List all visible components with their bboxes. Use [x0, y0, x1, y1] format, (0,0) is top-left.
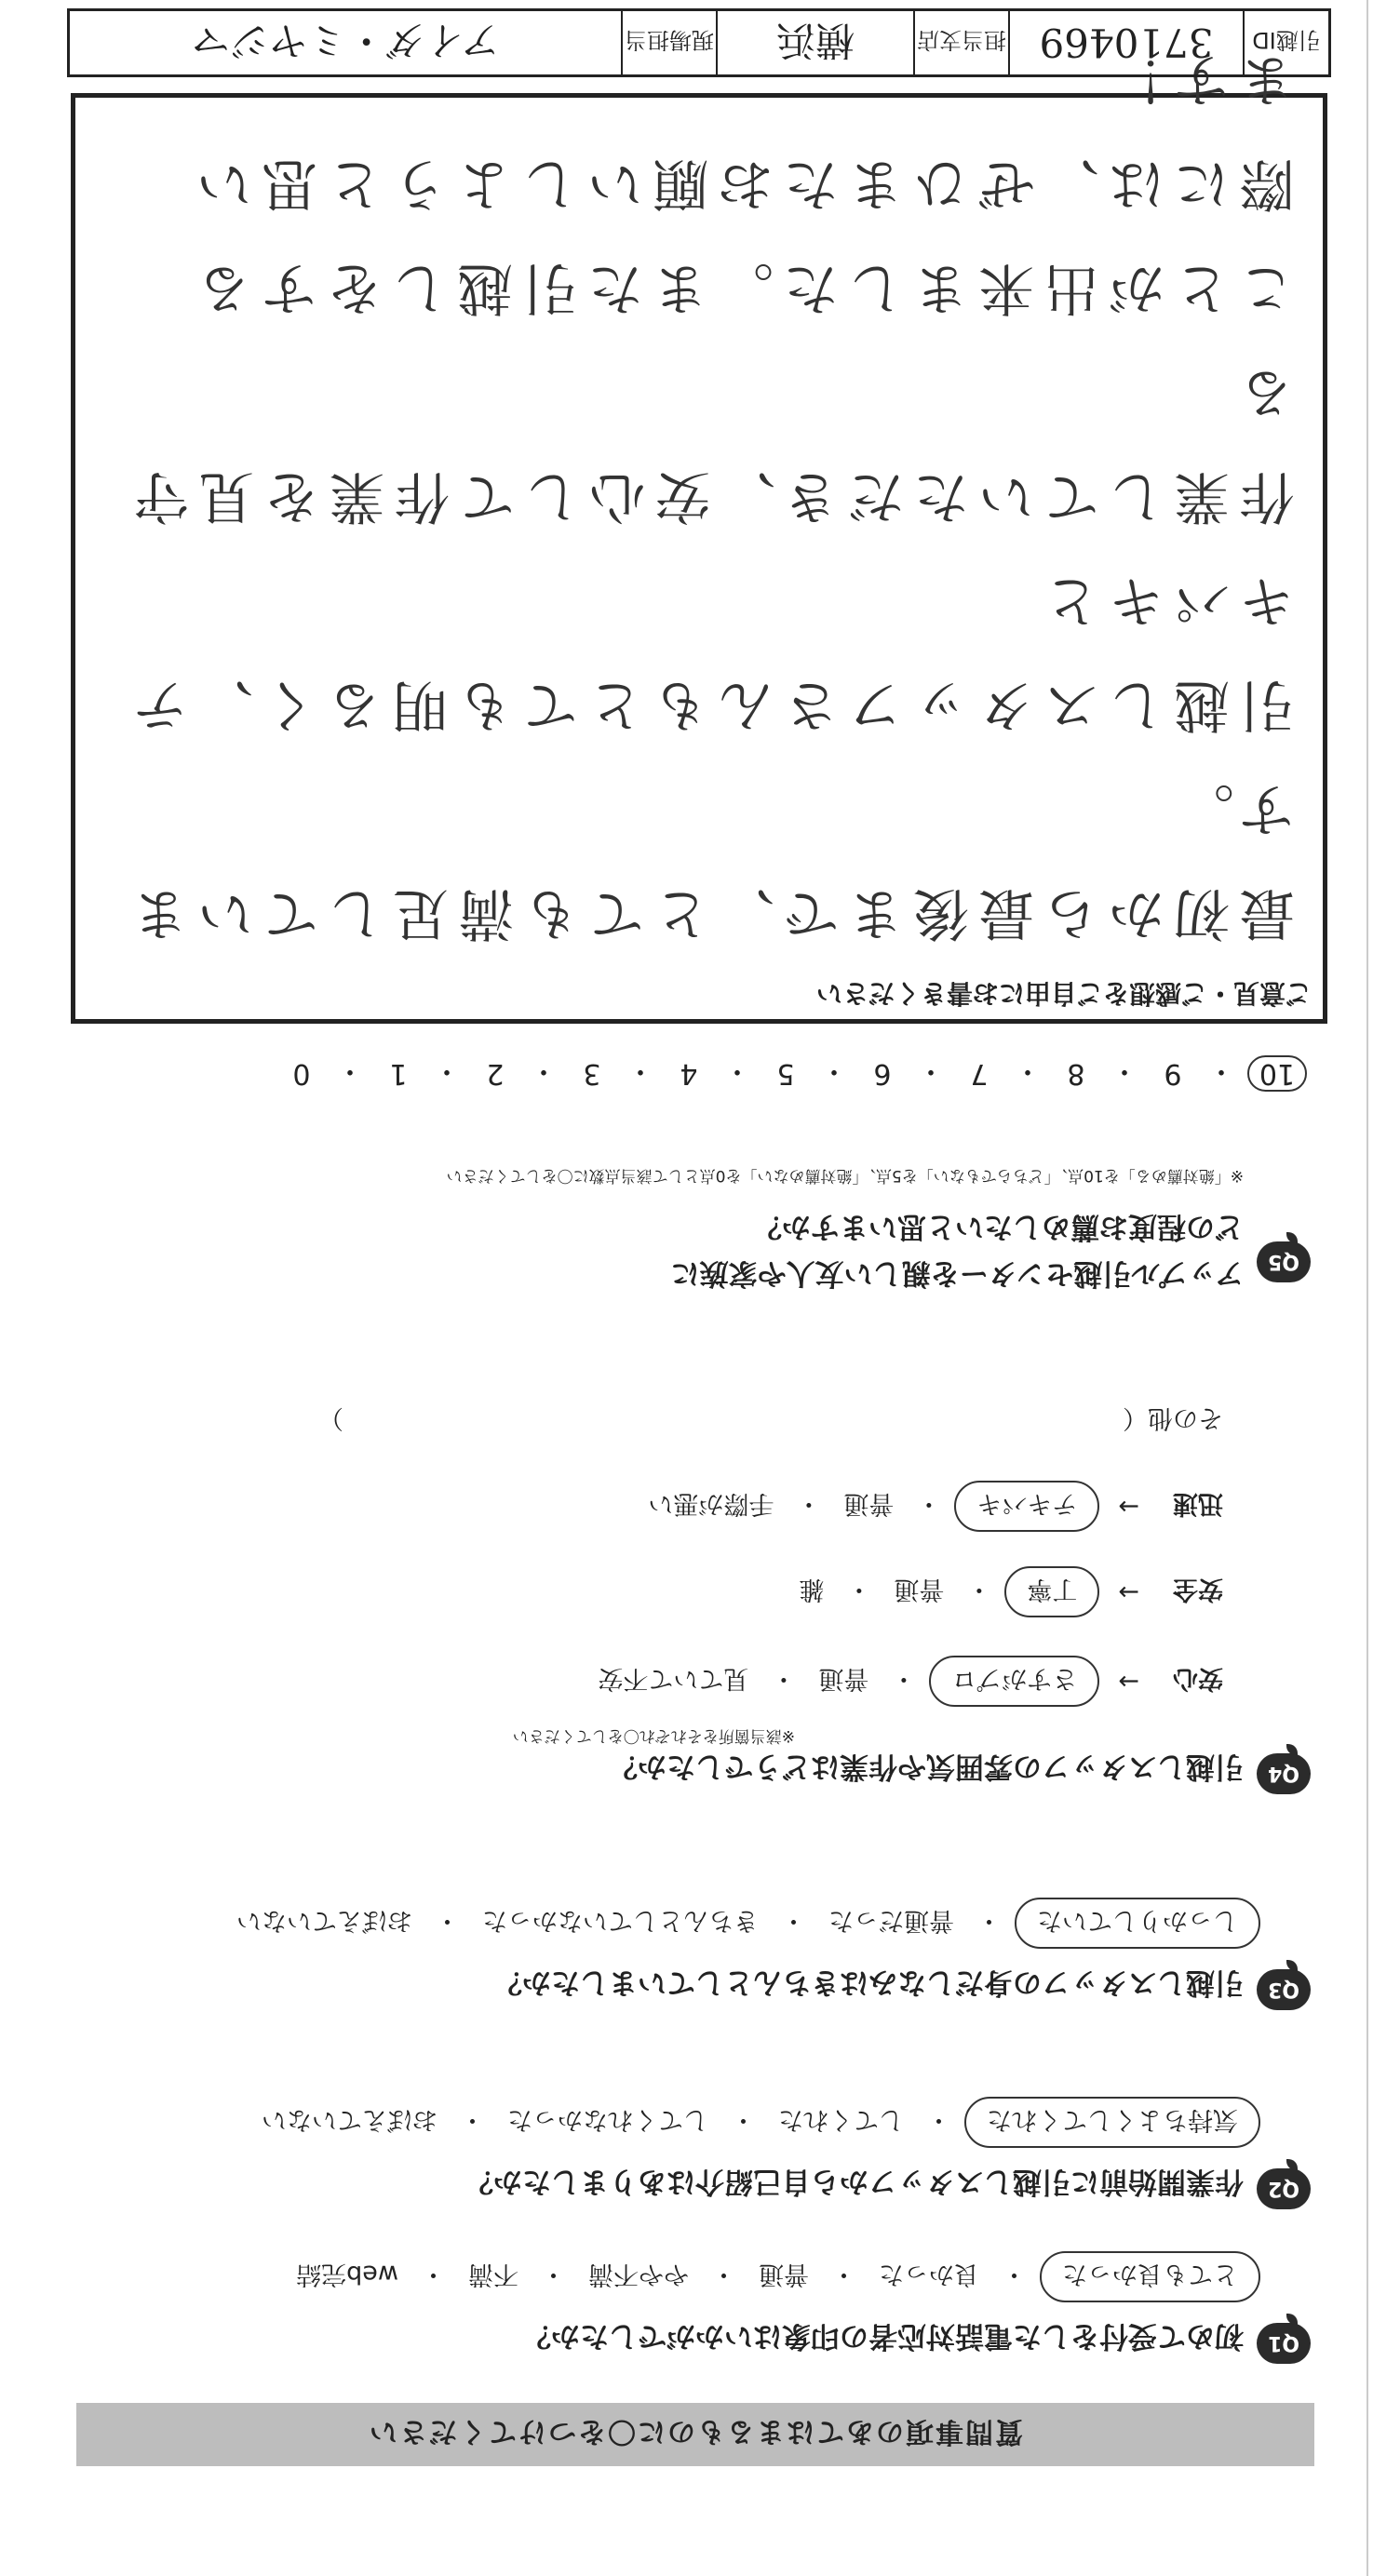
q3-option-3[interactable]: きちんとしていなかった [482, 1906, 759, 1935]
q5-badge: Q5 [1257, 1241, 1311, 1282]
q4-title: 引越しスタッフの雰囲気や作業はどうでしたか？ [609, 1750, 1244, 1783]
handwritten-comment: 最初から最後まで、とても満足しています。 引越しスタッフさんもとても明るく、テキパキと 作業していただき、安心して作業を見守る ことが出来ました。また引越しをする 際には、ぜひまたお願いしようと思い ます！ [123, 47, 1295, 946]
score-8[interactable]: 8 [1067, 1057, 1085, 1091]
q4-anzen-option-3[interactable]: 雑 [799, 1575, 825, 1603]
q2-option-1[interactable]: 気持ちよくしてくれた [964, 2097, 1260, 2148]
q4-jinsoku-option-2[interactable]: 普通 [843, 1489, 895, 1518]
q4-category-anzen: 安全 [1173, 1575, 1223, 1603]
q4-other[interactable]: その他（ ） [318, 1403, 1223, 1432]
q3-options: しっかりしていた ・ 普通だった ・ きちんとしていなかった ・ おぼえていない [227, 1898, 1260, 1949]
id-value: 3710469 [1008, 11, 1243, 74]
score-3[interactable]: 3 [583, 1057, 601, 1091]
q1-option-6[interactable]: web完結 [296, 2260, 398, 2288]
q2-option-4[interactable]: おぼえていない [262, 2105, 438, 2134]
q3-option-2[interactable]: 普通だった [828, 1906, 954, 1935]
arrow-icon: → [1118, 1667, 1139, 1696]
q4-anshin-option-2[interactable]: 普通 [818, 1664, 869, 1693]
q2-option-2[interactable]: してくれた [778, 2105, 904, 2134]
q4-jinsoku-option-1[interactable]: テキパキ [954, 1481, 1099, 1532]
q4-category-jinsoku: 迅速 [1173, 1489, 1223, 1518]
q2-title: 作業開始前に引越しスタッフから自己紹介はありましたか？ [464, 2165, 1244, 2198]
q4-row-anzen: 安全 → 丁寧 ・ 普通 ・ 雑 [789, 1566, 1223, 1617]
score-4[interactable]: 4 [680, 1057, 698, 1091]
q3-option-4[interactable]: おぼえていない [236, 1906, 412, 1935]
leader-label: 現場担当 [621, 11, 716, 74]
q3-title: 引越しスタッフの身だしなみはきちんとしていましたか？ [493, 1966, 1244, 1999]
q4-anshin-option-3[interactable]: 見ていて不安 [598, 1664, 749, 1693]
score-1[interactable]: 1 [389, 1057, 408, 1091]
arrow-icon: → [1118, 1577, 1139, 1606]
score-5[interactable]: 5 [776, 1057, 795, 1091]
id-label: 引越ID [1243, 11, 1328, 74]
q5-title-line2: どの程度お薦めしたいと思いますか？ [753, 1210, 1244, 1243]
q2-badge: Q2 [1257, 2168, 1311, 2209]
q4-anzen-option-1[interactable]: 丁寧 [1004, 1566, 1099, 1617]
q5-note: ※「絶対薦める」を10点、「どちらでもない」を5点、「絶対薦めない」を0点として該当点数に〇をしてください [446, 1166, 1244, 1185]
q1-option-3[interactable]: 普通 [759, 2260, 809, 2288]
leader-value: アイダ・ミヤジマ [191, 18, 500, 63]
q1-option-1[interactable]: とても良かった [1040, 2251, 1260, 2302]
branch-value: 横浜 [716, 11, 913, 74]
arrow-icon: → [1118, 1492, 1139, 1521]
q4-category-anshin: 安心 [1173, 1664, 1223, 1693]
instruction-banner: 質問事項のあてはまるものに〇をつけてください [76, 2403, 1314, 2466]
score-6[interactable]: 6 [873, 1057, 892, 1091]
score-9[interactable]: 9 [1164, 1057, 1182, 1091]
q2-option-3[interactable]: してくれなかった [507, 2105, 708, 2134]
id-table [67, 8, 1331, 77]
q3-option-1[interactable]: しっかりしていた [1015, 1898, 1260, 1949]
q5-scale: 10 ・ 9 ・ 8 ・ 7 ・ 6 ・ 5 ・ 4 ・ 3 ・ 2 ・ 1 ・ 0 [279, 1053, 1307, 1094]
q1-option-4[interactable]: やや不満 [588, 2260, 689, 2288]
q1-option-5[interactable]: 不満 [468, 2260, 518, 2288]
q4-row-anshin: 安心 → さすがプロ ・ 普通 ・ 見ていて不安 [588, 1656, 1223, 1707]
q4-anshin-option-1[interactable]: さすがプロ [929, 1656, 1099, 1707]
q5-title-line1: アップル引越センターを親しい友人や家族に [670, 1256, 1244, 1290]
comments-heading: ご意見・ご感想をご自由にお書きください [815, 978, 1312, 1009]
score-0[interactable]: 0 [292, 1057, 311, 1091]
score-2[interactable]: 2 [486, 1057, 505, 1091]
q3-badge: Q3 [1257, 1969, 1311, 2010]
branch-label: 担当支店 [913, 11, 1008, 74]
comments-box[interactable] [71, 47, 1327, 1024]
score-7[interactable]: 7 [970, 1057, 989, 1091]
q4-anzen-option-2[interactable]: 普通 [894, 1575, 945, 1603]
q4-row-jinsoku: 迅速 → テキパキ ・ 普通 ・ 手際が悪い [639, 1481, 1223, 1532]
q1-option-2[interactable]: 良かった [879, 2260, 979, 2288]
q4-jinsoku-option-3[interactable]: 手際が悪い [648, 1489, 774, 1518]
q1-badge: Q1 [1257, 2323, 1311, 2364]
score-10[interactable]: 10 [1247, 1056, 1307, 1093]
q4-note: ※該当箇所をそれぞれ〇をしてください [512, 1726, 795, 1745]
q1-title: 初めて受付をした電話対応者の印象はいかがでしたか？ [522, 2319, 1244, 2353]
q4-badge: Q4 [1257, 1753, 1311, 1794]
q2-options: 気持ちよくしてくれた ・ してくれた ・ してくれなかった ・ おぼえていない [252, 2097, 1260, 2148]
q1-options: とても良かった ・ 良かった ・ 普通 ・ やや不満 ・ 不満 ・ web完結 [287, 2251, 1260, 2302]
